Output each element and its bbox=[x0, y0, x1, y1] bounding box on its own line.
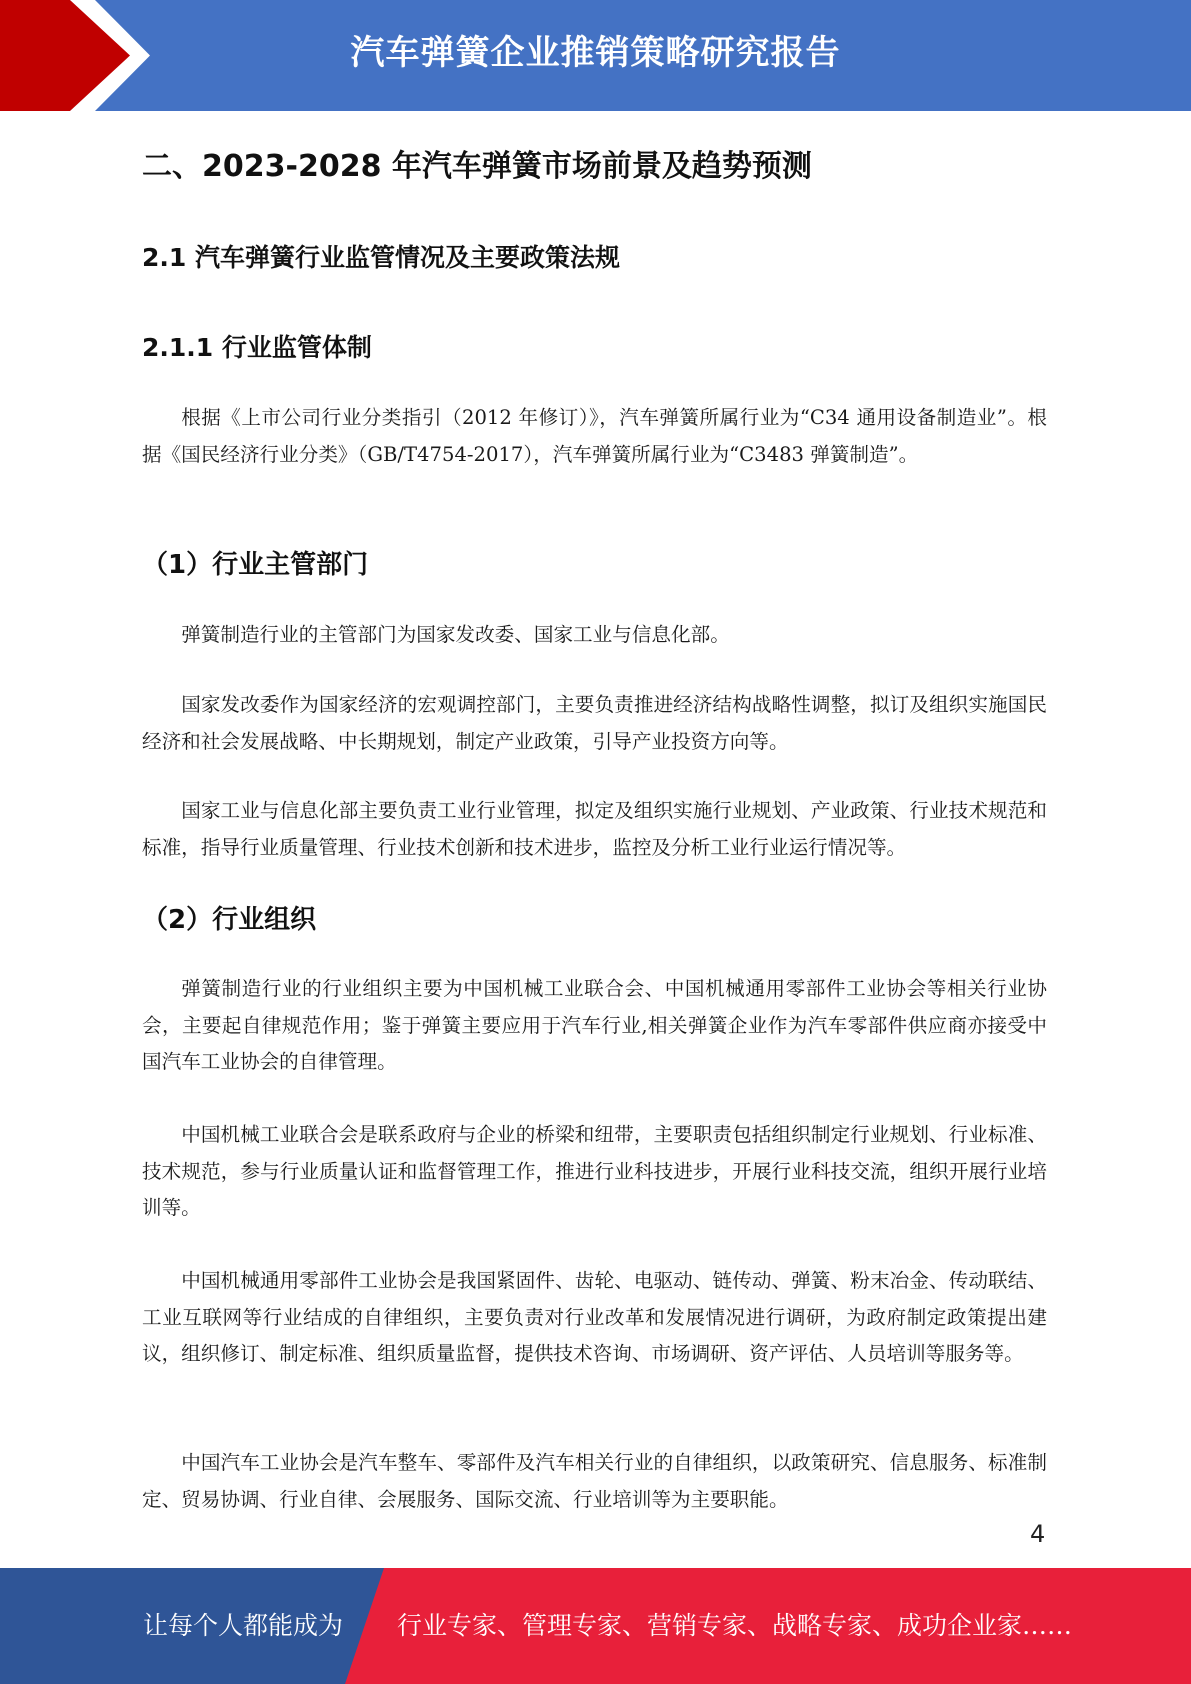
report-title: 汽车弹簧企业推销策略研究报告 bbox=[350, 33, 841, 73]
paragraph-cmif: 中国机械工业联合会是联系政府与企业的桥梁和纽带，主要职责包括组织制定行业规划、行业标准、技术规范，参与行业质量认证和监督管理工作，推进行业科技进步，开展行业科技交流，组织开展行业培训等。 bbox=[142, 1123, 1047, 1219]
section-heading: 2.1 汽车弹簧行业监管情况及主要政策法规 bbox=[142, 243, 620, 272]
paragraph-miit: 国家工业与信息化部主要负责工业行业管理，拟定及组织实施行业规划、产业政策、行业技术规范和标准，指导行业质量管理、行业技术创新和技术进步，监控及分析工业行业运行情况等。 bbox=[142, 799, 1047, 859]
paragraph-caam: 中国汽车工业协会是汽车整车、零部件及汽车相关行业的自律组织，以政策研究、信息服务、标准制定、贸易协调、行业自律、会展服务、国际交流、行业培训等为主要职能。 bbox=[142, 1451, 1047, 1511]
paragraph-cgma: 中国机械通用零部件工业协会是我国紧固件、齿轮、电驱动、链传动、弹簧、粉末冶金、传动联结、工业互联网等行业结成的自律组织，主要负责对行业改革和发展情况进行调研，为政府制定政策提出建议，组织修订、制定标准、组织质量监督，提供技术咨询、市场调研、资产评估、人员培训等服务等。 bbox=[142, 1269, 1047, 1365]
paragraph-authority-overview: 弹簧制造行业的主管部门为国家发改委、国家工业与信息化部。 bbox=[181, 623, 730, 646]
subsection-heading: 2.1.1 行业监管体制 bbox=[142, 333, 372, 362]
paragraph-ndrc: 国家发改委作为国家经济的宏观调控部门，主要负责推进经济结构战略性调整，拟订及组织实施国民经济和社会发展战略、中长期规划，制定产业政策，引导产业投资方向等。 bbox=[142, 693, 1047, 753]
header-banner bbox=[0, 0, 1191, 111]
heading-industry-organizations: （2）行业组织 bbox=[142, 905, 317, 935]
heading-regulatory-authority: （1）行业主管部门 bbox=[142, 550, 369, 580]
paragraph-industry-classification: 根据《上市公司行业分类指引（2012 年修订）》，汽车弹簧所属行业为“C34 通用设备制造业”。根据《国民经济行业分类》（GB/T4754-2017），汽车弹簧所属行业为“C3483 弹簧制造”。 bbox=[142, 406, 1047, 466]
footer-banner bbox=[0, 1568, 1191, 1684]
header-arrow-decoration bbox=[0, 0, 160, 111]
footer-slogan-left: 让每个人都能成为 bbox=[143, 1611, 344, 1640]
paragraph-organizations-overview: 弹簧制造行业的行业组织主要为中国机械工业联合会、中国机械通用零部件工业协会等相关行业协会，主要起自律规范作用；鉴于弹簧主要应用于汽车行业,相关弹簧企业作为汽车零部件供应商亦接受中国汽车工业协会的自律管理。 bbox=[142, 977, 1047, 1073]
page-number: 4 bbox=[1030, 1520, 1046, 1548]
chapter-heading: 二、2023-2028 年汽车弹簧市场前景及趋势预测 bbox=[142, 149, 812, 184]
footer-slogan-right: 行业专家、管理专家、营销专家、战略专家、成功企业家…… bbox=[397, 1611, 1073, 1640]
